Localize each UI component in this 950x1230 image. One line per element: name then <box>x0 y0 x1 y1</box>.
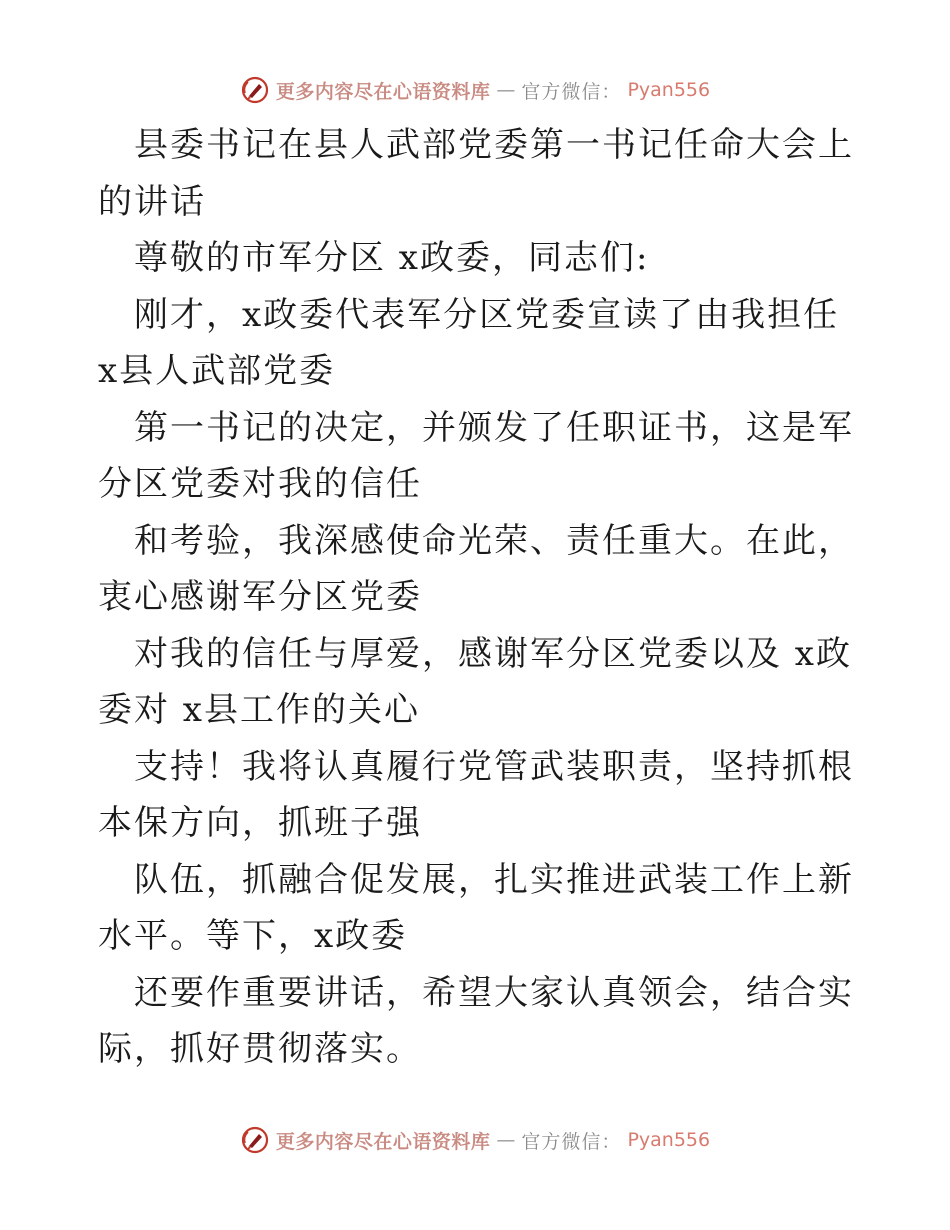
footer-watermark <box>0 1120 950 1160</box>
header-watermark <box>0 70 950 110</box>
watermark-wechat-id: Pyan556 <box>627 79 711 101</box>
watermark-separator: — <box>496 79 516 101</box>
document-title: 县委书记在县人武部党委第一书记任命大会上的讲话 <box>98 125 854 222</box>
document-body <box>98 117 858 1078</box>
pen-nib-logo-icon <box>240 1125 270 1155</box>
body-paragraph: 第一书记的决定，并颁发了任职证书，这是军分区党委对我的信任 <box>98 407 854 504</box>
watermark-separator: — <box>496 1129 516 1151</box>
watermark-wechat-id: Pyan556 <box>627 1129 711 1151</box>
watermark-label: 官方微信： <box>521 1130 622 1153</box>
body-paragraph: 还要作重要讲话，希望大家认真领会，结合实际，抓好贯彻落实。 <box>98 972 854 1069</box>
body-paragraph: 和考验，我深感使命光荣、责任重大。在此，衷心感谢军分区党委 <box>98 520 854 617</box>
salutation-line: 尊敬的市军分区 x政委，同志们: <box>134 238 650 278</box>
body-paragraph: 对我的信任与厚爱，感谢军分区党委以及 x政委对 x县工作的关心 <box>98 633 852 730</box>
pen-nib-logo-icon <box>240 75 270 105</box>
watermark-brand: 更多内容尽在心语资料库 <box>275 1130 491 1153</box>
body-paragraph: 队伍，抓融合促发展，扎实推进武装工作上新水平。等下，x政委 <box>98 859 854 956</box>
body-paragraph: 支持！我将认真履行党管武装职责，坚持抓根本保方向，抓班子强 <box>98 746 854 843</box>
body-paragraph: 刚才，x政委代表军分区党委宣读了由我担任 x县人武部党委 <box>98 294 840 391</box>
watermark-brand: 更多内容尽在心语资料库 <box>275 80 491 103</box>
watermark-label: 官方微信： <box>521 80 622 103</box>
